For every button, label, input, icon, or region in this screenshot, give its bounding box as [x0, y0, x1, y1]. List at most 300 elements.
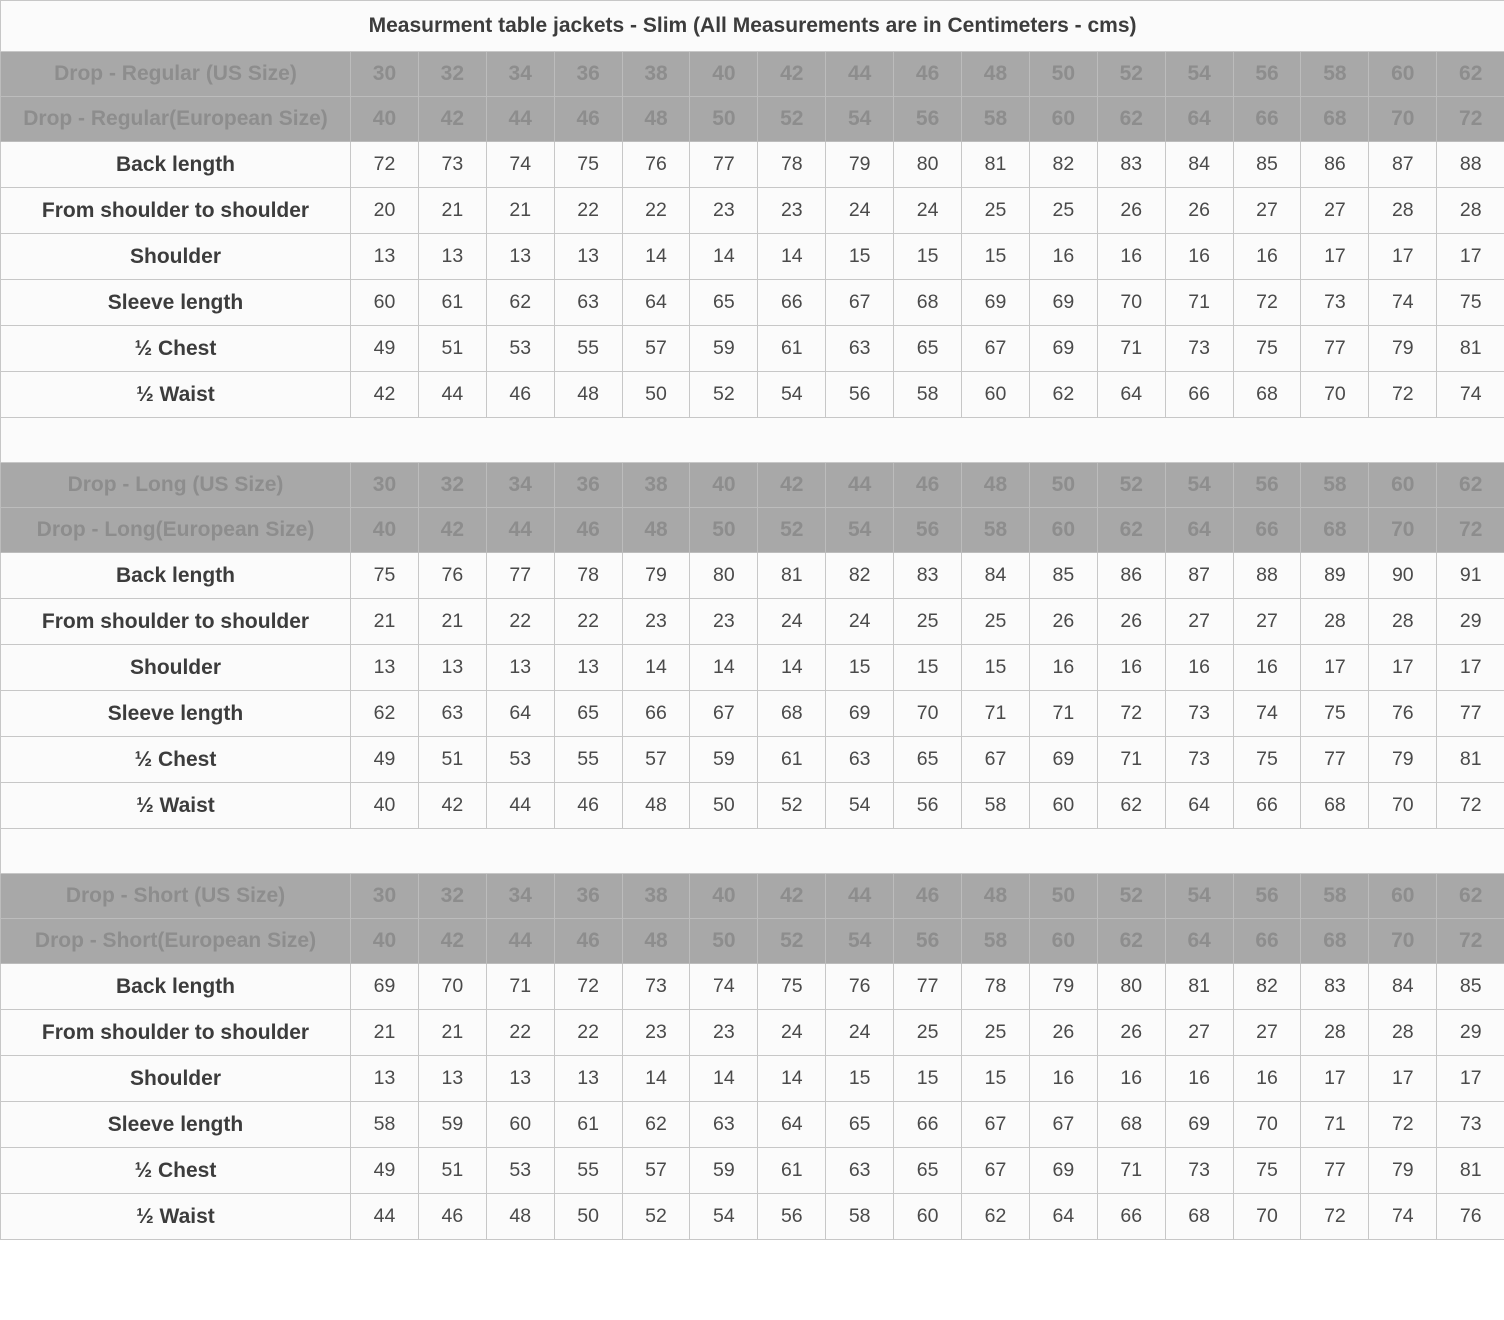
measurement-value: 79	[622, 553, 690, 599]
measurement-value: 15	[826, 1056, 894, 1102]
size-header-cell-us: 46	[894, 463, 962, 508]
size-header-row-us	[1, 874, 1504, 919]
measurement-value: 49	[351, 737, 419, 783]
measurement-value: 60	[351, 280, 419, 326]
measurement-value: 75	[1233, 1148, 1301, 1194]
measurement-value: 63	[690, 1102, 758, 1148]
measurement-value: 44	[418, 372, 486, 418]
measurement-value: 15	[826, 645, 894, 691]
table-row	[1, 553, 1504, 599]
measurement-label: Sleeve length	[1, 1102, 351, 1148]
measurement-value: 56	[826, 372, 894, 418]
measurement-value: 76	[826, 964, 894, 1010]
size-header-cell-us: 54	[1165, 52, 1233, 97]
measurement-value: 66	[622, 691, 690, 737]
measurement-value: 27	[1233, 188, 1301, 234]
measurement-value: 13	[351, 1056, 419, 1102]
measurement-value: 73	[1165, 326, 1233, 372]
measurement-value: 24	[758, 1010, 826, 1056]
size-header-cell-us: 58	[1301, 52, 1369, 97]
measurement-value: 13	[486, 645, 554, 691]
measurement-value: 16	[1029, 645, 1097, 691]
table-row	[1, 1010, 1504, 1056]
measurement-label: Shoulder	[1, 645, 351, 691]
measurement-value: 17	[1301, 1056, 1369, 1102]
measurement-value: 23	[690, 188, 758, 234]
measurement-value: 78	[758, 142, 826, 188]
table-row	[1, 188, 1504, 234]
size-header-cell-eu: 60	[1029, 508, 1097, 553]
measurement-value: 69	[1029, 1148, 1097, 1194]
measurement-value: 72	[1437, 783, 1504, 829]
measurement-value: 23	[622, 1010, 690, 1056]
measurement-value: 59	[690, 737, 758, 783]
size-header-cell-eu: 70	[1369, 97, 1437, 142]
size-header-cell-eu: 46	[554, 919, 622, 964]
measurement-value: 57	[622, 737, 690, 783]
measurement-value: 72	[1369, 372, 1437, 418]
measurement-value: 67	[962, 1148, 1030, 1194]
measurement-value: 66	[758, 280, 826, 326]
measurement-value: 22	[554, 1010, 622, 1056]
size-header-cell-eu: 40	[351, 97, 419, 142]
size-header-row-us	[1, 52, 1504, 97]
measurement-value: 16	[1097, 234, 1165, 280]
measurement-value: 15	[962, 234, 1030, 280]
size-header-cell-us: 56	[1233, 463, 1301, 508]
measurement-value: 74	[1437, 372, 1504, 418]
measurement-value: 27	[1301, 188, 1369, 234]
size-header-cell-eu: 72	[1437, 97, 1504, 142]
measurement-value: 44	[351, 1194, 419, 1240]
size-header-cell-eu: 48	[622, 919, 690, 964]
measurement-value: 24	[758, 599, 826, 645]
measurement-value: 84	[962, 553, 1030, 599]
size-header-cell-us: 38	[622, 874, 690, 919]
size-header-cell-us: 40	[690, 463, 758, 508]
size-header-cell-us: 42	[758, 874, 826, 919]
measurement-value: 75	[554, 142, 622, 188]
measurement-value: 42	[418, 783, 486, 829]
size-header-cell-us: 42	[758, 52, 826, 97]
table-row	[1, 599, 1504, 645]
size-header-cell-eu: 52	[758, 919, 826, 964]
measurement-value: 48	[622, 783, 690, 829]
measurement-value: 67	[690, 691, 758, 737]
size-header-cell-eu: 64	[1165, 508, 1233, 553]
measurement-value: 75	[1437, 280, 1504, 326]
measurement-value: 67	[962, 326, 1030, 372]
measurement-value: 85	[1437, 964, 1504, 1010]
measurement-value: 64	[1165, 783, 1233, 829]
measurement-value: 62	[1097, 783, 1165, 829]
measurement-value: 49	[351, 1148, 419, 1194]
measurement-value: 73	[1165, 691, 1233, 737]
measurement-value: 88	[1437, 142, 1504, 188]
measurement-label: From shoulder to shoulder	[1, 1010, 351, 1056]
size-header-cell-us: 48	[962, 463, 1030, 508]
size-header-row-eu	[1, 508, 1504, 553]
measurement-value: 65	[826, 1102, 894, 1148]
size-header-cell-eu: 70	[1369, 508, 1437, 553]
measurement-value: 25	[894, 1010, 962, 1056]
size-header-cell-us: 60	[1369, 874, 1437, 919]
measurement-value: 24	[826, 599, 894, 645]
measurement-value: 59	[690, 326, 758, 372]
measurement-value: 46	[554, 783, 622, 829]
measurement-value: 77	[1301, 1148, 1369, 1194]
measurement-label: ½ Chest	[1, 737, 351, 783]
size-header-cell-eu: 60	[1029, 919, 1097, 964]
measurement-value: 69	[962, 280, 1030, 326]
measurement-value: 62	[1029, 372, 1097, 418]
size-header-label-eu: Drop - Short(European Size)	[1, 919, 351, 964]
measurement-label: ½ Waist	[1, 372, 351, 418]
measurement-value: 85	[1029, 553, 1097, 599]
size-header-cell-us: 30	[351, 52, 419, 97]
measurement-value: 59	[690, 1148, 758, 1194]
size-header-cell-eu: 56	[894, 508, 962, 553]
measurement-value: 60	[962, 372, 1030, 418]
measurement-label: Sleeve length	[1, 691, 351, 737]
measurement-value: 57	[622, 1148, 690, 1194]
measurement-value: 17	[1437, 1056, 1504, 1102]
measurement-value: 69	[1029, 326, 1097, 372]
size-header-cell-eu: 50	[690, 919, 758, 964]
measurement-value: 70	[418, 964, 486, 1010]
table-row	[1, 737, 1504, 783]
size-header-cell-us: 48	[962, 874, 1030, 919]
spacer-cell	[1, 418, 1504, 463]
measurement-value: 80	[690, 553, 758, 599]
measurement-value: 71	[1029, 691, 1097, 737]
size-header-cell-us: 32	[418, 52, 486, 97]
size-header-cell-eu: 68	[1301, 97, 1369, 142]
size-header-cell-eu: 66	[1233, 508, 1301, 553]
measurement-value: 56	[894, 783, 962, 829]
measurement-value: 55	[554, 1148, 622, 1194]
size-header-cell-eu: 72	[1437, 919, 1504, 964]
measurement-value: 29	[1437, 599, 1504, 645]
measurement-value: 15	[962, 1056, 1030, 1102]
size-header-cell-us: 40	[690, 874, 758, 919]
size-header-cell-eu: 70	[1369, 919, 1437, 964]
size-header-cell-us: 62	[1437, 874, 1504, 919]
size-header-cell-us: 48	[962, 52, 1030, 97]
size-header-label-eu: Drop - Long(European Size)	[1, 508, 351, 553]
measurement-value: 61	[418, 280, 486, 326]
size-header-row-eu	[1, 97, 1504, 142]
measurement-value: 13	[554, 234, 622, 280]
size-header-cell-us: 62	[1437, 463, 1504, 508]
size-header-cell-eu: 44	[486, 97, 554, 142]
table-row	[1, 280, 1504, 326]
measurement-value: 16	[1165, 1056, 1233, 1102]
measurement-value: 73	[1165, 737, 1233, 783]
size-header-cell-us: 34	[486, 463, 554, 508]
size-header-cell-us: 60	[1369, 463, 1437, 508]
size-header-cell-us: 50	[1029, 52, 1097, 97]
measurement-value: 70	[1369, 783, 1437, 829]
measurement-value: 73	[1301, 280, 1369, 326]
measurement-value: 75	[1233, 737, 1301, 783]
measurement-value: 68	[1097, 1102, 1165, 1148]
measurement-value: 65	[690, 280, 758, 326]
title-row	[1, 1, 1504, 52]
measurement-value: 28	[1301, 1010, 1369, 1056]
measurement-value: 52	[622, 1194, 690, 1240]
table-row	[1, 234, 1504, 280]
size-header-cell-us: 34	[486, 874, 554, 919]
measurement-value: 84	[1165, 142, 1233, 188]
size-header-cell-eu: 48	[622, 97, 690, 142]
measurement-label: ½ Waist	[1, 783, 351, 829]
page-title: Measurment table jackets - Slim (All Measurements are in Centimeters - cms)	[1, 1, 1504, 52]
measurement-value: 28	[1301, 599, 1369, 645]
measurement-value: 23	[622, 599, 690, 645]
measurement-value: 87	[1165, 553, 1233, 599]
measurement-value: 15	[894, 645, 962, 691]
table-row	[1, 645, 1504, 691]
measurement-value: 13	[486, 234, 554, 280]
measurement-value: 70	[1233, 1102, 1301, 1148]
measurement-value: 64	[1097, 372, 1165, 418]
measurement-value: 58	[962, 783, 1030, 829]
measurement-value: 71	[1301, 1102, 1369, 1148]
measurement-value: 79	[1369, 737, 1437, 783]
size-header-cell-us: 34	[486, 52, 554, 97]
measurement-value: 49	[351, 326, 419, 372]
measurement-value: 55	[554, 737, 622, 783]
measurement-value: 71	[486, 964, 554, 1010]
measurement-value: 50	[622, 372, 690, 418]
measurement-value: 16	[1165, 645, 1233, 691]
measurement-value: 71	[1165, 280, 1233, 326]
size-header-cell-us: 36	[554, 463, 622, 508]
size-header-cell-eu: 44	[486, 508, 554, 553]
measurement-value: 25	[962, 188, 1030, 234]
measurement-value: 81	[1437, 737, 1504, 783]
size-header-cell-eu: 50	[690, 508, 758, 553]
measurement-value: 70	[1097, 280, 1165, 326]
measurement-value: 15	[826, 234, 894, 280]
size-header-cell-us: 56	[1233, 52, 1301, 97]
measurement-label: Shoulder	[1, 1056, 351, 1102]
size-header-label-us: Drop - Short (US Size)	[1, 874, 351, 919]
measurement-value: 80	[894, 142, 962, 188]
measurement-value: 64	[622, 280, 690, 326]
measurement-value: 79	[1369, 1148, 1437, 1194]
measurement-value: 63	[826, 326, 894, 372]
table-row	[1, 1148, 1504, 1194]
measurement-value: 13	[418, 234, 486, 280]
table-row	[1, 1056, 1504, 1102]
measurement-value: 14	[622, 1056, 690, 1102]
size-header-label-us: Drop - Long (US Size)	[1, 463, 351, 508]
measurement-value: 23	[758, 188, 826, 234]
measurement-value: 63	[418, 691, 486, 737]
size-header-cell-eu: 56	[894, 919, 962, 964]
table-row	[1, 1102, 1504, 1148]
measurement-value: 53	[486, 1148, 554, 1194]
size-header-cell-us: 50	[1029, 463, 1097, 508]
measurement-value: 28	[1369, 599, 1437, 645]
size-header-cell-us: 60	[1369, 52, 1437, 97]
measurement-value: 61	[758, 326, 826, 372]
measurement-value: 17	[1437, 645, 1504, 691]
measurement-label: ½ Waist	[1, 1194, 351, 1240]
measurement-value: 62	[962, 1194, 1030, 1240]
table-row	[1, 1194, 1504, 1240]
measurement-value: 71	[1097, 326, 1165, 372]
measurement-value: 83	[1097, 142, 1165, 188]
measurement-value: 16	[1029, 234, 1097, 280]
size-header-cell-us: 54	[1165, 874, 1233, 919]
size-header-cell-eu: 62	[1097, 97, 1165, 142]
measurement-value: 14	[622, 234, 690, 280]
measurement-value: 73	[418, 142, 486, 188]
size-header-label-us: Drop - Regular (US Size)	[1, 52, 351, 97]
size-header-cell-eu: 54	[826, 508, 894, 553]
measurement-value: 27	[1165, 1010, 1233, 1056]
measurement-value: 85	[1233, 142, 1301, 188]
measurement-value: 15	[962, 645, 1030, 691]
size-header-cell-eu: 58	[962, 508, 1030, 553]
measurement-value: 79	[826, 142, 894, 188]
measurement-value: 28	[1369, 188, 1437, 234]
size-header-row-eu	[1, 919, 1504, 964]
measurement-value: 13	[418, 645, 486, 691]
size-header-cell-eu: 72	[1437, 508, 1504, 553]
size-header-cell-eu: 62	[1097, 508, 1165, 553]
measurement-value: 75	[1301, 691, 1369, 737]
measurement-value: 27	[1165, 599, 1233, 645]
table-row	[1, 783, 1504, 829]
measurement-value: 64	[758, 1102, 826, 1148]
measurement-value: 26	[1097, 188, 1165, 234]
measurement-value: 60	[1029, 783, 1097, 829]
measurement-value: 24	[894, 188, 962, 234]
measurement-value: 42	[351, 372, 419, 418]
size-header-cell-us: 44	[826, 463, 894, 508]
measurement-value: 89	[1301, 553, 1369, 599]
measurement-value: 68	[1165, 1194, 1233, 1240]
measurement-value: 69	[351, 964, 419, 1010]
size-header-cell-us: 56	[1233, 874, 1301, 919]
measurement-value: 81	[1437, 326, 1504, 372]
measurement-value: 61	[758, 1148, 826, 1194]
size-header-cell-us: 44	[826, 52, 894, 97]
size-header-cell-us: 54	[1165, 463, 1233, 508]
measurement-value: 62	[351, 691, 419, 737]
measurement-value: 23	[690, 599, 758, 645]
measurement-label: Shoulder	[1, 234, 351, 280]
measurement-value: 58	[894, 372, 962, 418]
measurement-value: 50	[554, 1194, 622, 1240]
size-header-cell-eu: 68	[1301, 919, 1369, 964]
measurement-value: 74	[1369, 1194, 1437, 1240]
measurement-value: 77	[1301, 737, 1369, 783]
measurement-value: 63	[554, 280, 622, 326]
measurement-value: 79	[1369, 326, 1437, 372]
measurement-value: 52	[690, 372, 758, 418]
measurement-value: 67	[826, 280, 894, 326]
measurement-value: 60	[894, 1194, 962, 1240]
measurement-value: 51	[418, 326, 486, 372]
measurement-value: 21	[418, 1010, 486, 1056]
measurement-value: 83	[1301, 964, 1369, 1010]
measurement-value: 86	[1097, 553, 1165, 599]
measurement-value: 91	[1437, 553, 1504, 599]
measurement-value: 88	[1233, 553, 1301, 599]
measurement-value: 60	[486, 1102, 554, 1148]
measurement-value: 57	[622, 326, 690, 372]
size-header-cell-us: 44	[826, 874, 894, 919]
size-header-cell-us: 40	[690, 52, 758, 97]
size-header-cell-eu: 42	[418, 508, 486, 553]
measurement-value: 13	[554, 1056, 622, 1102]
measurement-value: 65	[894, 326, 962, 372]
size-header-cell-us: 62	[1437, 52, 1504, 97]
size-header-cell-eu: 52	[758, 97, 826, 142]
measurement-value: 62	[622, 1102, 690, 1148]
measurement-value: 70	[894, 691, 962, 737]
measurement-value: 81	[758, 553, 826, 599]
measurement-value: 21	[418, 599, 486, 645]
measurement-value: 17	[1369, 234, 1437, 280]
measurement-value: 61	[554, 1102, 622, 1148]
measurement-label: ½ Chest	[1, 326, 351, 372]
measurement-value: 16	[1233, 234, 1301, 280]
measurement-value: 86	[1301, 142, 1369, 188]
measurement-value: 13	[418, 1056, 486, 1102]
size-header-row-us	[1, 463, 1504, 508]
table-row	[1, 964, 1504, 1010]
spacer-row	[1, 829, 1504, 874]
size-header-cell-us: 42	[758, 463, 826, 508]
measurement-value: 63	[826, 737, 894, 783]
measurement-label: ½ Chest	[1, 1148, 351, 1194]
measurement-value: 44	[486, 783, 554, 829]
measurement-value: 73	[1437, 1102, 1504, 1148]
measurement-value: 24	[826, 1010, 894, 1056]
measurement-value: 70	[1233, 1194, 1301, 1240]
measurement-value: 46	[418, 1194, 486, 1240]
size-header-cell-eu: 58	[962, 97, 1030, 142]
measurement-value: 72	[554, 964, 622, 1010]
spacer-row	[1, 418, 1504, 463]
size-header-cell-eu: 60	[1029, 97, 1097, 142]
measurement-value: 26	[1097, 599, 1165, 645]
measurement-value: 14	[690, 234, 758, 280]
measurement-value: 53	[486, 737, 554, 783]
measurement-value: 51	[418, 1148, 486, 1194]
measurement-value: 51	[418, 737, 486, 783]
measurement-value: 77	[1437, 691, 1504, 737]
size-header-cell-us: 32	[418, 463, 486, 508]
measurement-value: 67	[962, 737, 1030, 783]
measurement-value: 22	[554, 188, 622, 234]
measurement-value: 76	[1369, 691, 1437, 737]
measurement-value: 26	[1165, 188, 1233, 234]
measurement-value: 61	[758, 737, 826, 783]
measurement-value: 52	[758, 783, 826, 829]
table-row	[1, 142, 1504, 188]
measurement-value: 21	[351, 599, 419, 645]
size-header-cell-eu: 62	[1097, 919, 1165, 964]
measurement-value: 71	[962, 691, 1030, 737]
measurement-value: 54	[826, 783, 894, 829]
